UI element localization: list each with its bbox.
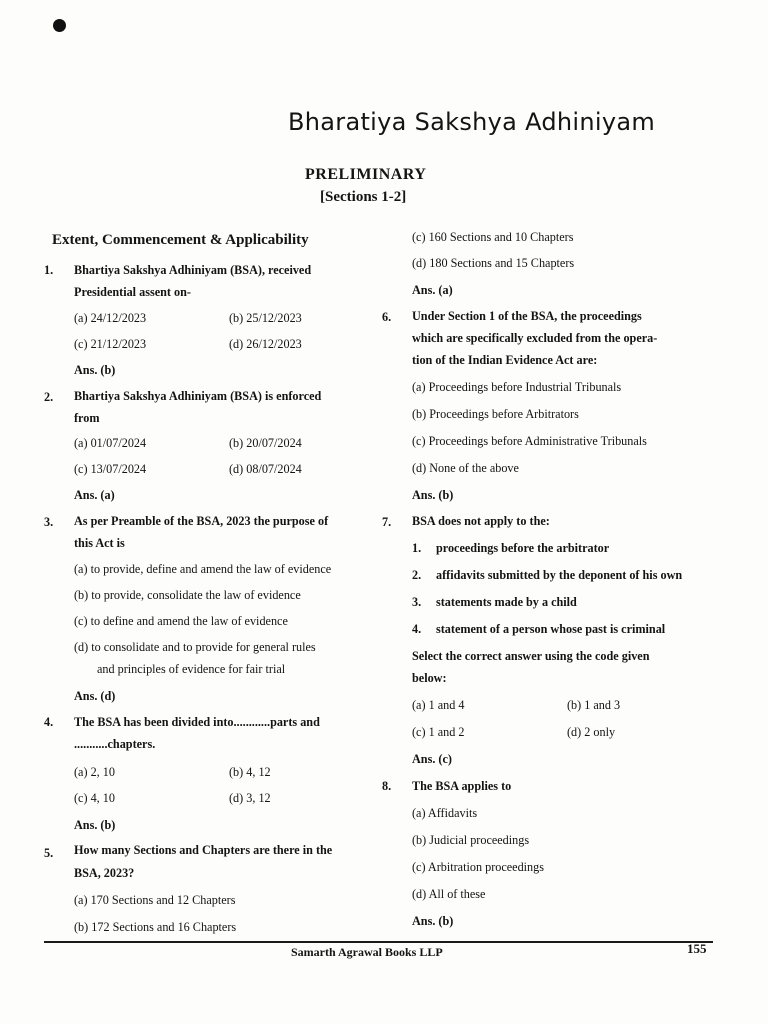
- book-title: Bharatiya Sakshya Adhiniyam: [288, 108, 656, 136]
- statement-text: affidavits submitted by the deponent of his own: [436, 568, 683, 582]
- answer: Ans. (b): [74, 818, 116, 832]
- question-number: 1.: [44, 263, 54, 277]
- answer: Ans. (d): [74, 689, 116, 703]
- option: (c) 4, 10: [74, 791, 115, 805]
- option: (d) 3, 12: [229, 791, 271, 805]
- question-text: this Act is: [74, 536, 125, 550]
- statement-number: 1.: [412, 541, 422, 555]
- question-text: The BSA has been divided into............parts and: [74, 715, 320, 729]
- question-text: BSA, 2023?: [74, 866, 135, 880]
- question-text: Presidential assent on-: [74, 285, 191, 299]
- option: (a) to provide, define and amend the law of evidence: [74, 562, 332, 576]
- statement-text: statement of a person whose past is criminal: [436, 622, 666, 636]
- question-number: 6.: [382, 310, 392, 324]
- question-number: 3.: [44, 515, 54, 529]
- option: (d) 2 only: [567, 725, 616, 739]
- option: (a) 01/07/2024: [74, 436, 147, 450]
- publisher-name: Samarth Agrawal Books LLP: [291, 945, 443, 959]
- option: (c) 1 and 2: [412, 725, 465, 739]
- question-text: BSA does not apply to the:: [412, 514, 550, 528]
- statement-number: 4.: [412, 622, 422, 636]
- statement-number: 3.: [412, 595, 422, 609]
- option: (b) 172 Sections and 16 Chapters: [74, 920, 237, 934]
- question-text: Under Section 1 of the BSA, the proceedings: [412, 309, 642, 323]
- answer: Ans. (c): [412, 752, 452, 766]
- option: (d) 08/07/2024: [229, 462, 302, 476]
- option: (c) Arbitration proceedings: [412, 860, 544, 874]
- option: (c) 160 Sections and 10 Chapters: [412, 230, 574, 244]
- answer: Ans. (b): [412, 914, 454, 928]
- option: (a) Affidavits: [412, 806, 478, 820]
- option: (b) Judicial proceedings: [412, 833, 530, 847]
- option: (c) 13/07/2024: [74, 462, 147, 476]
- question-number: 8.: [382, 779, 392, 793]
- option: (a) 24/12/2023: [74, 311, 147, 325]
- question-text: below:: [412, 671, 447, 685]
- option: (b) 25/12/2023: [229, 311, 302, 325]
- question-text: ...........chapters.: [74, 737, 156, 751]
- question-text: Bhartiya Sakshya Adhiniyam (BSA), received: [74, 263, 312, 277]
- topic-heading: Extent, Commencement & Applicability: [52, 232, 309, 248]
- option: (d) None of the above: [412, 461, 519, 475]
- option: (d) All of these: [412, 887, 486, 901]
- option: (b) to provide, consolidate the law of evidence: [74, 588, 301, 602]
- statement-text: statements made by a child: [436, 595, 577, 609]
- answer: Ans. (b): [412, 488, 454, 502]
- option: (a) 1 and 4: [412, 698, 465, 712]
- footer-rule: [44, 941, 713, 943]
- option: (c) to define and amend the law of evidence: [74, 614, 288, 628]
- option: (d) to consolidate and to provide for general rules: [74, 640, 316, 654]
- page-number: 155: [687, 941, 707, 956]
- option: (b) 4, 12: [229, 765, 271, 779]
- bullet-dot: [53, 19, 66, 32]
- option: (d) 180 Sections and 15 Chapters: [412, 256, 575, 270]
- question-number: 7.: [382, 515, 392, 529]
- question-text: How many Sections and Chapters are there in the: [74, 843, 333, 857]
- option: (c) 21/12/2023: [74, 337, 147, 351]
- question-text: tion of the Indian Evidence Act are:: [412, 353, 598, 367]
- sections-range: [Sections 1-2]: [320, 189, 407, 205]
- question-text: from: [74, 411, 100, 425]
- option: (a) 2, 10: [74, 765, 115, 779]
- question-number: 4.: [44, 715, 54, 729]
- question-text: which are specifically excluded from the opera-: [412, 331, 658, 345]
- answer: Ans. (a): [412, 283, 453, 297]
- question-number: 2.: [44, 390, 54, 404]
- option: (a) Proceedings before Industrial Tribunals: [412, 380, 622, 394]
- question-text: As per Preamble of the BSA, 2023 the purpose of: [74, 514, 329, 528]
- option: (b) 1 and 3: [567, 698, 621, 712]
- option: (c) Proceedings before Administrative Tribunals: [412, 434, 647, 448]
- question-number: 5.: [44, 846, 54, 860]
- option: (b) 20/07/2024: [229, 436, 302, 450]
- chapter-heading: PRELIMINARY: [305, 166, 427, 183]
- option-continuation: and principles of evidence for fair trial: [97, 662, 286, 676]
- answer: Ans. (b): [74, 363, 116, 377]
- question-text: Bhartiya Sakshya Adhiniyam (BSA) is enforced: [74, 389, 322, 403]
- statement-text: proceedings before the arbitrator: [436, 541, 610, 555]
- answer: Ans. (a): [74, 488, 115, 502]
- option: (d) 26/12/2023: [229, 337, 302, 351]
- question-text: The BSA applies to: [412, 779, 512, 793]
- option: (a) 170 Sections and 12 Chapters: [74, 893, 236, 907]
- option: (b) Proceedings before Arbitrators: [412, 407, 579, 421]
- statement-number: 2.: [412, 568, 422, 582]
- question-text: Select the correct answer using the code given: [412, 649, 650, 663]
